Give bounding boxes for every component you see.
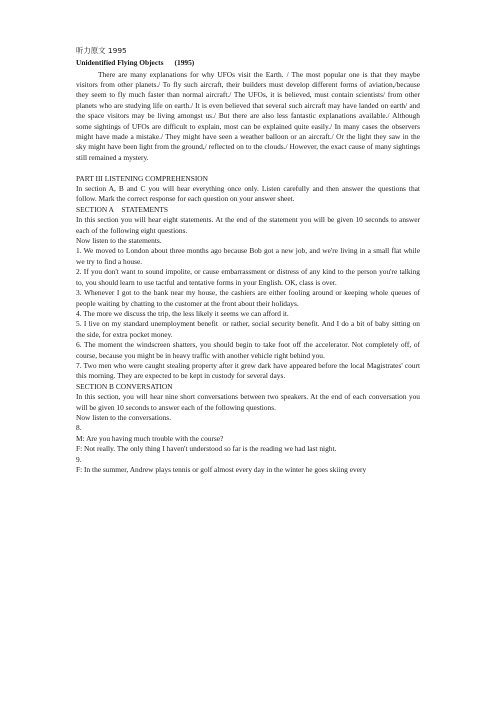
statement-item: 1. We moved to London about three months ago because Bob got a new job, and we're living in a small flat while we try to find a house. <box>76 246 420 266</box>
document-page <box>76 46 420 475</box>
part-heading: PART III LISTENING COMPREHENSION <box>76 173 208 183</box>
section-b-heading: SECTION B CONVERSATION <box>76 381 173 391</box>
statement-item: 3. Whenever I got to the bank near my house, the cashiers are either fooling around or keeping whole queues of people waiting by chatting to the customer at the front about their holidays. <box>76 288 420 308</box>
section-b-now-listen: Now listen to the conversations. <box>76 412 172 422</box>
statement-item: 7. Two men who were caught stealing property after it grew dark have appeared before the local Magistrates' court this morning. They are expected to be kept in custody for several days. <box>76 360 420 381</box>
statement-item: 5. I live on my standard unemployment benefit or rather, social security benefit. And I do a bit of baby sitting on the side, for extra pocket money. <box>76 319 420 339</box>
section-a-instructions: In this section you will hear eight statements. At the end of the statement you will be given 10 seconds to answer each of the following eight questions. <box>76 215 420 235</box>
statement-item: 6. The moment the windscreen shatters, you should begin to take foot off the accelerator. Not completely off, of course, because you might be in heavy traffic with another vehicle right behind you. <box>76 340 420 360</box>
statement-item: 4. The more we discuss the trip, the less likely it seems we can afford it. <box>76 308 289 318</box>
section-a-heading: SECTION A STATEMENTS <box>76 204 168 214</box>
section-b-instructions: In this section, you will hear nine short conversations between two speakers. At the end of each conversation you will be given 10 seconds to answer each of the following questions. <box>76 392 420 412</box>
passage-title: Unidentified Flying Objects (1995) <box>76 58 195 67</box>
part-instructions: In section A, B and C you will hear everything once only. Listen carefully and then answer the questions that follow. Mark the correct response for each question on your answer sheet. <box>76 184 420 204</box>
intro-paragraph: There are many explanations for why UFOs visit the Earth. / The most popular one is that they maybe visitors from other planets./ To fly such aircraft, their builders must develop different forms of aviation,/because they seem to fly much faster than normal aircraft./ The UFOs, it is believed, must contain scientists/ from other planets who are studying life on earth./ It is even believed that several such aircraft may have landed on earth/ and the space visitors may be living amongst us./ But there are also less fantastic explanations available./ Although some sightings of UFOs are difficult to explain, most can be explained quite easily./ In many cases the observers might have made a mistake./ They might have seen a weather balloon or an aircraft./ Or the light they saw in the sky might have been light from the ground,/ reflected on to the clouds./ However, the exact cause of many sightings still remained a mystery. <box>76 69 420 162</box>
conversation-number: 9. <box>76 454 82 464</box>
conversation-number: 8. <box>76 423 82 433</box>
statement-item: 2. If you don't want to sound impolite, or cause embarrassment or distress of any kind to the person you're talking to, you should learn to use tactful and tentative forms in your English. OK, class is over. <box>76 267 420 287</box>
conversation-line: F: In the summer, Andrew plays tennis or golf almost every day in the winter he goes skiing every <box>76 465 367 475</box>
conversation-line: F: Not really. The only thing I haven't understood so far is the reading we had last night. <box>76 444 337 454</box>
section-a-now-listen: Now listen to the statements. <box>76 236 162 246</box>
source-label: 听力原文 1995 <box>76 46 127 55</box>
conversation-line: M: Are you having much trouble with the course? <box>76 433 224 443</box>
